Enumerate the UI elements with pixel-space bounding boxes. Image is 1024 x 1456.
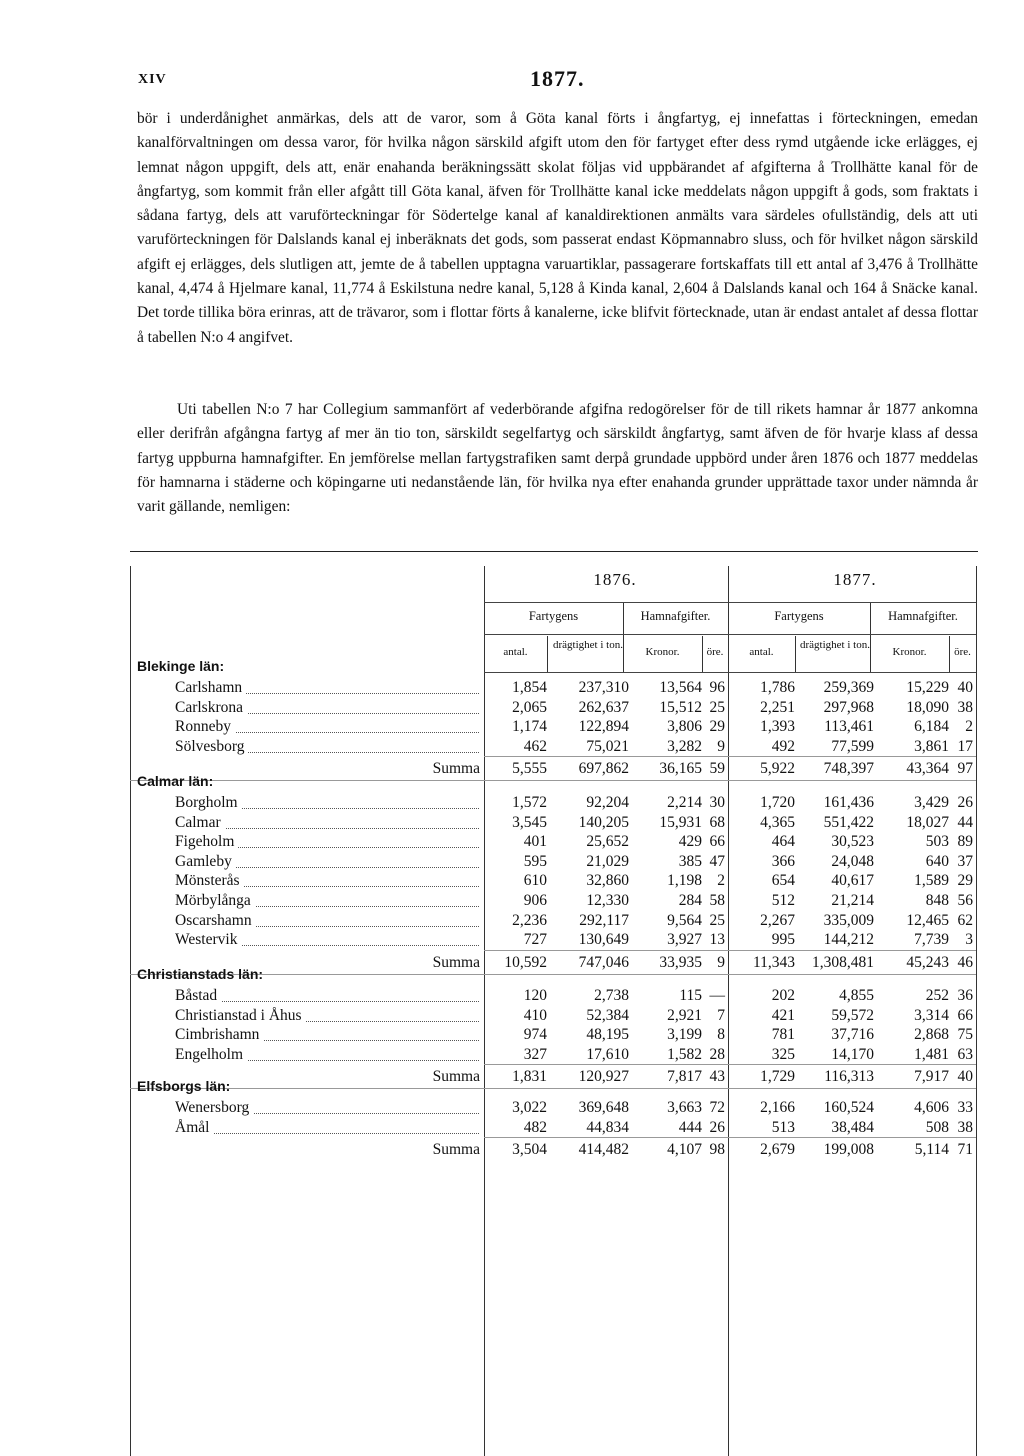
place-name: Carlshamn	[175, 679, 246, 696]
summa-label: Summa	[432, 1141, 480, 1159]
kronor-1877-cell: 15,229	[906, 679, 949, 696]
ore-1877-cell: 38	[957, 1118, 973, 1136]
dragtighet-1876-cell: 17,610	[586, 1045, 629, 1063]
antal-1876-cell: 595	[523, 852, 547, 870]
summa-label: Summa	[432, 760, 480, 778]
dragtighet-1876-cell: 747,046	[578, 953, 629, 971]
kronor-1877-cell: 3,861	[914, 737, 949, 755]
place-name: Westervik	[175, 931, 241, 948]
antal-1877-cell: 995	[771, 931, 795, 949]
dragtighet-1877-cell: 160,524	[823, 1099, 874, 1116]
dragtighet-1876-cell: 44,834	[586, 1118, 629, 1136]
dragtighet-1877-cell: 297,968	[823, 698, 874, 716]
antal-1877-cell: 366	[771, 852, 795, 870]
fartygens-header-1877: Fartygens	[774, 609, 824, 623]
dragtighet-1877-cell: 113,461	[824, 718, 874, 736]
kronor-1877-cell: 45,243	[906, 953, 949, 971]
ore-1876-cell: 29	[709, 718, 725, 736]
kronor-1876-cell: 7,817	[667, 1068, 702, 1086]
ore-1876-cell: 58	[709, 892, 725, 909]
table-row	[0, 699, 1024, 719]
place-name-cell	[175, 794, 483, 812]
kronor-1877-cell: 503	[925, 833, 949, 851]
year-1876-header: 1876.	[593, 570, 637, 589]
antal-header-1877: antal.	[749, 646, 774, 658]
table-row	[0, 794, 1024, 814]
antal-1876-cell: 906	[523, 892, 547, 909]
place-name-cell	[175, 892, 483, 910]
dragtighet-1877-cell: 259,369	[823, 679, 874, 696]
kronor-1877-cell: 508	[925, 1118, 949, 1136]
ore-1877-cell: 44	[957, 813, 973, 831]
place-name-cell	[175, 987, 483, 1005]
kronor-1876-cell: 4,107	[667, 1141, 702, 1159]
place-name-cell	[175, 833, 483, 851]
dragtighet-header-1877: drägtighet i ton.	[800, 639, 870, 651]
antal-1876-cell: 5,555	[512, 760, 547, 778]
ore-1876-cell: 7	[717, 1006, 725, 1024]
antal-1877-cell: 11,343	[752, 953, 795, 971]
place-name: Carlskrona	[175, 699, 247, 716]
table-row	[0, 1046, 1024, 1066]
ore-1876-cell: 47	[709, 852, 725, 870]
ore-1876-cell: 96	[709, 679, 725, 696]
antal-1877-cell: 2,267	[760, 911, 795, 929]
dragtighet-1876-cell: 12,330	[586, 892, 629, 909]
antal-1876-cell: 1,174	[512, 718, 547, 736]
dragtighet-1876-cell: 52,384	[586, 1006, 629, 1024]
antal-1877-cell: 1,786	[760, 679, 795, 696]
dragtighet-1876-cell: 414,482	[578, 1141, 629, 1159]
place-name-cell	[175, 1046, 483, 1064]
table-top-rule	[130, 551, 978, 552]
ore-1877-cell: 62	[957, 911, 973, 929]
kronor-1876-cell: 15,512	[659, 698, 702, 716]
antal-1876-cell: 2,065	[512, 698, 547, 716]
antal-1876-cell: 462	[523, 737, 547, 755]
leader-dots	[175, 1133, 479, 1134]
ore-1876-cell: 8	[717, 1026, 725, 1044]
kronor-1877-cell: 18,027	[906, 813, 949, 831]
kronor-1877-cell: 2,868	[914, 1026, 949, 1044]
place-name: Figeholm	[175, 833, 238, 850]
ore-1876-cell: 66	[709, 833, 725, 851]
antal-1877-cell: 654	[771, 872, 795, 890]
antal-1877-cell: 513	[771, 1118, 795, 1136]
ore-1877-cell: 17	[957, 737, 973, 755]
dragtighet-1876-cell: 92,204	[586, 794, 629, 811]
place-name: Christianstad i Åhus	[175, 1007, 306, 1024]
ore-1877-cell: 66	[957, 1006, 973, 1024]
antal-1876-cell: 2,236	[512, 911, 547, 929]
place-name-cell	[175, 1026, 483, 1044]
dragtighet-1877-cell: 21,214	[831, 892, 874, 909]
ore-1877-cell: 97	[957, 760, 973, 778]
antal-1877-cell: 325	[771, 1045, 795, 1063]
dragtighet-1877-cell: 551,422	[823, 813, 874, 831]
kronor-1877-cell: 1,589	[914, 872, 949, 890]
ore-1877-cell: 3	[965, 931, 973, 949]
antal-1877-cell: 5,922	[760, 760, 795, 778]
dragtighet-1876-cell: 122,894	[578, 718, 629, 736]
kronor-1876-cell: 3,806	[667, 718, 702, 736]
ore-1876-cell: 25	[709, 911, 725, 929]
place-name-cell	[175, 814, 483, 832]
ore-1876-cell: 13	[709, 931, 725, 949]
ore-1876-cell: 68	[709, 813, 725, 831]
antal-1876-cell: 1,572	[512, 794, 547, 811]
kronor-1876-cell: 2,214	[667, 794, 702, 811]
dragtighet-1876-cell: 697,862	[578, 760, 629, 778]
table-row	[0, 679, 1024, 699]
summa-label: Summa	[432, 1068, 480, 1086]
ore-1877-cell: 75	[957, 1026, 973, 1044]
summa-row	[0, 1141, 1024, 1161]
ore-1877-cell: 89	[957, 833, 973, 851]
ore-1876-cell: 72	[709, 1099, 725, 1116]
ore-1876-cell: 30	[709, 794, 725, 811]
ore-1877-cell: 37	[957, 852, 973, 870]
ore-1876-cell: 9	[717, 953, 725, 971]
place-name-cell	[175, 1007, 483, 1025]
table-row	[0, 1119, 1024, 1139]
dragtighet-1877-cell: 161,436	[823, 794, 874, 811]
ore-1877-cell: 46	[957, 953, 973, 971]
ore-1877-cell: 40	[957, 679, 973, 696]
ore-1876-cell: 28	[709, 1045, 725, 1063]
place-name: Cimbrishamn	[175, 1026, 263, 1043]
kronor-1876-cell: 3,282	[667, 737, 702, 755]
subtotal-rule	[484, 756, 976, 757]
antal-1877-cell: 2,679	[760, 1141, 795, 1159]
place-name-cell	[175, 699, 483, 717]
place-name: Sölvesborg	[175, 738, 248, 755]
antal-1877-cell: 492	[771, 737, 795, 755]
antal-1876-cell: 327	[523, 1045, 547, 1063]
antal-1877-cell: 421	[771, 1006, 795, 1024]
antal-1876-cell: 401	[523, 833, 547, 851]
dragtighet-1877-cell: 335,009	[823, 911, 874, 929]
place-name: Oscarshamn	[175, 912, 256, 929]
section-heading: Christianstads län:	[137, 966, 264, 982]
year-1877-header: 1877.	[833, 570, 877, 589]
kronor-1876-cell: 2,921	[667, 1006, 702, 1024]
antal-header-1876: antal.	[503, 646, 528, 658]
table-row	[0, 853, 1024, 873]
ore-1877-cell: 29	[957, 872, 973, 890]
dragtighet-1877-cell: 116,313	[824, 1068, 874, 1086]
antal-1876-cell: 3,545	[512, 813, 547, 831]
ore-1877-cell: 36	[957, 987, 973, 1004]
kronor-1876-cell: 3,927	[667, 931, 702, 949]
place-name: Mönsterås	[175, 872, 244, 889]
antal-1877-cell: 464	[771, 833, 795, 851]
antal-1877-cell: 1,720	[760, 794, 795, 811]
section-heading: Calmar län:	[137, 773, 214, 789]
ore-1877-cell: 33	[957, 1099, 973, 1116]
ore-1876-cell: 59	[709, 760, 725, 778]
paragraph-2: Uti tabellen N:o 7 har Collegium sammanfört af vederbörande afgifna redogörelser för de till rikets hamnar år 1877 ankomna eller derifrån afgångna fartyg af mer än tio ton, särskildt segelfartyg och särskildt ångfartyg, samt äfven de för hvarje klass af dessa fartyg uppburna hamnafgifter. En jemförelse mellan fartygstrafiken samt derpå grundade uppbörd under åren 1876 och 1877 meddelas för hamnarna i städerne och köpingarne uti nedanstående län, för hvilka nya efter enahanda grunder upprättade taxor under nämnda år varit gällande, nemligen:	[137, 401, 978, 516]
hamnafgifter-header-1876: Hamnafgifter.	[640, 609, 711, 623]
dragtighet-1876-cell: 32,860	[586, 872, 629, 890]
ore-1877-cell: 40	[957, 1068, 973, 1086]
kronor-1877-cell: 252	[925, 987, 949, 1004]
antal-1876-cell: 1,831	[512, 1068, 547, 1086]
dragtighet-1877-cell: 77,599	[831, 737, 874, 755]
kronor-1876-cell: 3,663	[667, 1099, 702, 1116]
dragtighet-1877-cell: 37,716	[831, 1026, 874, 1044]
dragtighet-1877-cell: 1,308,481	[812, 953, 874, 971]
kronor-1876-cell: 9,564	[667, 911, 702, 929]
place-name: Calmar	[175, 814, 225, 831]
kronor-1876-cell: 13,564	[659, 679, 702, 696]
subtotal-rule	[484, 1137, 976, 1138]
place-name-cell	[175, 738, 483, 756]
place-name: Gamleby	[175, 853, 236, 870]
dragtighet-1876-cell: 21,029	[586, 852, 629, 870]
ore-header-1877: öre.	[954, 646, 971, 658]
antal-1876-cell: 727	[523, 931, 547, 949]
antal-1876-cell: 974	[523, 1026, 547, 1044]
antal-1877-cell: 1,393	[760, 718, 795, 736]
dragtighet-1877-cell: 199,008	[823, 1141, 874, 1159]
dragtighet-1876-cell: 130,649	[578, 931, 629, 949]
kronor-1877-cell: 7,917	[914, 1068, 949, 1086]
kronor-1876-cell: 33,935	[659, 953, 702, 971]
dragtighet-1876-cell: 292,117	[579, 911, 629, 929]
dragtighet-1876-cell: 75,021	[586, 737, 629, 755]
ore-1876-cell: 43	[709, 1068, 725, 1086]
antal-1877-cell: 202	[771, 987, 795, 1004]
place-name-cell	[175, 1119, 483, 1137]
kronor-header-1876: Kronor.	[645, 646, 680, 658]
kronor-header-1877: Kronor.	[892, 646, 927, 658]
section-divider	[130, 780, 976, 781]
antal-1876-cell: 10,592	[504, 953, 547, 971]
table-row	[0, 718, 1024, 738]
kronor-1876-cell: 115	[679, 987, 702, 1004]
section-heading: Elfsborgs län:	[137, 1078, 231, 1094]
dragtighet-1877-cell: 30,523	[831, 833, 874, 851]
kronor-1876-cell: 1,198	[667, 872, 702, 890]
table-row	[0, 1007, 1024, 1027]
page-year-header: 1877.	[530, 66, 585, 91]
kronor-1876-cell: 284	[678, 892, 702, 909]
dragtighet-1876-cell: 25,652	[586, 833, 629, 851]
section-heading: Blekinge län:	[137, 658, 225, 674]
antal-1877-cell: 1,729	[760, 1068, 795, 1086]
dragtighet-1876-cell: 120,927	[578, 1068, 629, 1086]
ore-1877-cell: 38	[957, 698, 973, 716]
place-name-cell	[175, 912, 483, 930]
dragtighet-1876-cell: 262,637	[578, 698, 629, 716]
place-name-cell	[175, 872, 483, 890]
kronor-1877-cell: 5,114	[914, 1141, 949, 1159]
dragtighet-1876-cell: 48,195	[586, 1026, 629, 1044]
place-name-cell	[175, 931, 483, 949]
ore-1877-cell: 71	[957, 1141, 973, 1159]
antal-1876-cell: 482	[523, 1118, 547, 1136]
kronor-1877-cell: 848	[925, 892, 949, 909]
kronor-1876-cell: 3,199	[667, 1026, 702, 1044]
dragtighet-header-1876: drägtighet i ton.	[553, 639, 623, 651]
ore-1877-cell: 63	[957, 1045, 973, 1063]
ore-1877-cell: 2	[965, 718, 973, 736]
kronor-1877-cell: 640	[925, 852, 949, 870]
kronor-1877-cell: 6,184	[914, 718, 949, 736]
ore-header-1876: öre.	[706, 646, 724, 658]
kronor-1877-cell: 12,465	[906, 911, 949, 929]
place-name-cell	[175, 853, 483, 871]
fartygens-header-1876: Fartygens	[528, 609, 579, 623]
ore-1877-cell: 26	[957, 794, 973, 811]
ore-1876-cell: 26	[709, 1118, 725, 1136]
place-name: Wenersborg	[175, 1099, 253, 1116]
table-row	[0, 1026, 1024, 1046]
ore-1876-cell: —	[709, 987, 725, 1004]
kronor-1876-cell: 1,582	[667, 1045, 702, 1063]
ore-1876-cell: 2	[717, 872, 725, 890]
kronor-1877-cell: 4,606	[914, 1099, 949, 1116]
subtotal-rule	[484, 1064, 976, 1065]
kronor-1876-cell: 385	[678, 852, 702, 870]
antal-1877-cell: 781	[771, 1026, 795, 1044]
kronor-1877-cell: 7,739	[914, 931, 949, 949]
page-number: XIV	[138, 72, 167, 87]
antal-1876-cell: 1,854	[512, 679, 547, 696]
kronor-1877-cell: 3,314	[914, 1006, 949, 1024]
kronor-1877-cell: 1,481	[914, 1045, 949, 1063]
ore-1876-cell: 25	[709, 698, 725, 716]
dragtighet-1877-cell: 59,572	[831, 1006, 874, 1024]
section-divider	[130, 1088, 976, 1089]
dragtighet-1877-cell: 144,212	[823, 931, 874, 949]
dragtighet-1877-cell: 4,855	[839, 987, 874, 1004]
kronor-1876-cell: 444	[678, 1118, 702, 1136]
dragtighet-1876-cell: 140,205	[578, 813, 629, 831]
antal-1876-cell: 3,022	[512, 1099, 547, 1116]
table-row	[0, 738, 1024, 758]
dragtighet-1877-cell: 14,170	[831, 1045, 874, 1063]
table-row	[0, 872, 1024, 892]
place-name-cell	[175, 679, 483, 697]
table-row	[0, 814, 1024, 834]
table-row	[0, 892, 1024, 912]
antal-1877-cell: 512	[771, 892, 795, 909]
paragraph-1: bör i underdånighet anmärkas, dels att de varor, som å Göta kanal förts i ångfartyg, ej innefattas i förteckningen, emedan kanalförvaltningen om dessa varor, för hvilka någon särskild afgift utom den för fartyget efter dess rymd utgående icke erlägges, ej lemnat någon uppgift, dels att, enär enahanda beräkningssätt skolat följas vid uppbärandet af afgifterna å Trollhätte kanal för de ångfartyg, som kommit från eller afgått till Göta kanal, äfven för Trollhätte kanal icke meddelats någon uppgift å gods, som fraktats i sådana fartyg, dels att varuförteckningar för Södertelge kanal af kanaldirektionen anmälts vara särdeles ofullständig, dels att uti varuförteckningen för Dalslands kanal ej inberäknats det gods, som passerat endast Köpmannabro sluss, och för hvilket någon särskild afgift ej erlägges, dels slutligen att, jemte de å tabellen upptagna varuartiklar, passagerare fortskaffats till ett antal af 3,476 å Trollhätte kanal, 4,474 å Hjelmare kanal, 11,774 å Eskilstuna nedre kanal, 5,128 å Kinda kanal, 2,604 å Dalslands kanal och 164 å Snäcke kanal. Det torde tillika böra erinras, att de trävaror, som i flottar förts å kanalerne, icke blifvit förtecknade, utan är endast antalet af dessa flottar å tabellen N:o 4 angifvet.	[137, 110, 978, 346]
antal-1877-cell: 2,251	[760, 698, 795, 716]
dragtighet-1877-cell: 38,484	[831, 1118, 874, 1136]
dragtighet-1876-cell: 237,310	[578, 679, 629, 696]
antal-1876-cell: 3,504	[512, 1141, 547, 1159]
dragtighet-1876-cell: 369,648	[578, 1099, 629, 1116]
antal-1876-cell: 610	[523, 872, 547, 890]
table-row	[0, 931, 1024, 951]
summa-label: Summa	[432, 953, 480, 971]
kronor-1877-cell: 18,090	[906, 698, 949, 716]
antal-1877-cell: 4,365	[760, 813, 795, 831]
place-name: Båstad	[175, 987, 221, 1004]
antal-1877-cell: 2,166	[760, 1099, 795, 1116]
table-row	[0, 1099, 1024, 1119]
kronor-1877-cell: 43,364	[906, 760, 949, 778]
ore-1877-cell: 56	[957, 892, 973, 909]
place-name: Borgholm	[175, 794, 242, 811]
place-name: Åmål	[175, 1119, 213, 1136]
place-name: Ronneby	[175, 718, 235, 735]
place-name: Mörbylånga	[175, 892, 255, 909]
subtotal-rule	[484, 950, 976, 951]
antal-1876-cell: 120	[523, 987, 547, 1004]
dragtighet-1877-cell: 748,397	[823, 760, 874, 778]
kronor-1876-cell: 429	[678, 833, 702, 851]
table-row	[0, 912, 1024, 932]
place-name-cell	[175, 1099, 483, 1117]
kronor-1877-cell: 3,429	[914, 794, 949, 811]
ore-1876-cell: 9	[717, 737, 725, 755]
antal-1876-cell: 410	[523, 1006, 547, 1024]
dragtighet-1876-cell: 2,738	[594, 987, 629, 1004]
kronor-1876-cell: 15,931	[659, 813, 702, 831]
dragtighet-1877-cell: 40,617	[831, 872, 874, 890]
kronor-1876-cell: 36,165	[659, 760, 702, 778]
dragtighet-1877-cell: 24,048	[831, 852, 874, 870]
table-row	[0, 987, 1024, 1007]
hamnafgifter-header-1877: Hamnafgifter.	[888, 609, 958, 623]
ore-1876-cell: 98	[709, 1141, 725, 1159]
place-name: Engelholm	[175, 1046, 247, 1063]
table-row	[0, 833, 1024, 853]
place-name-cell	[175, 718, 483, 736]
